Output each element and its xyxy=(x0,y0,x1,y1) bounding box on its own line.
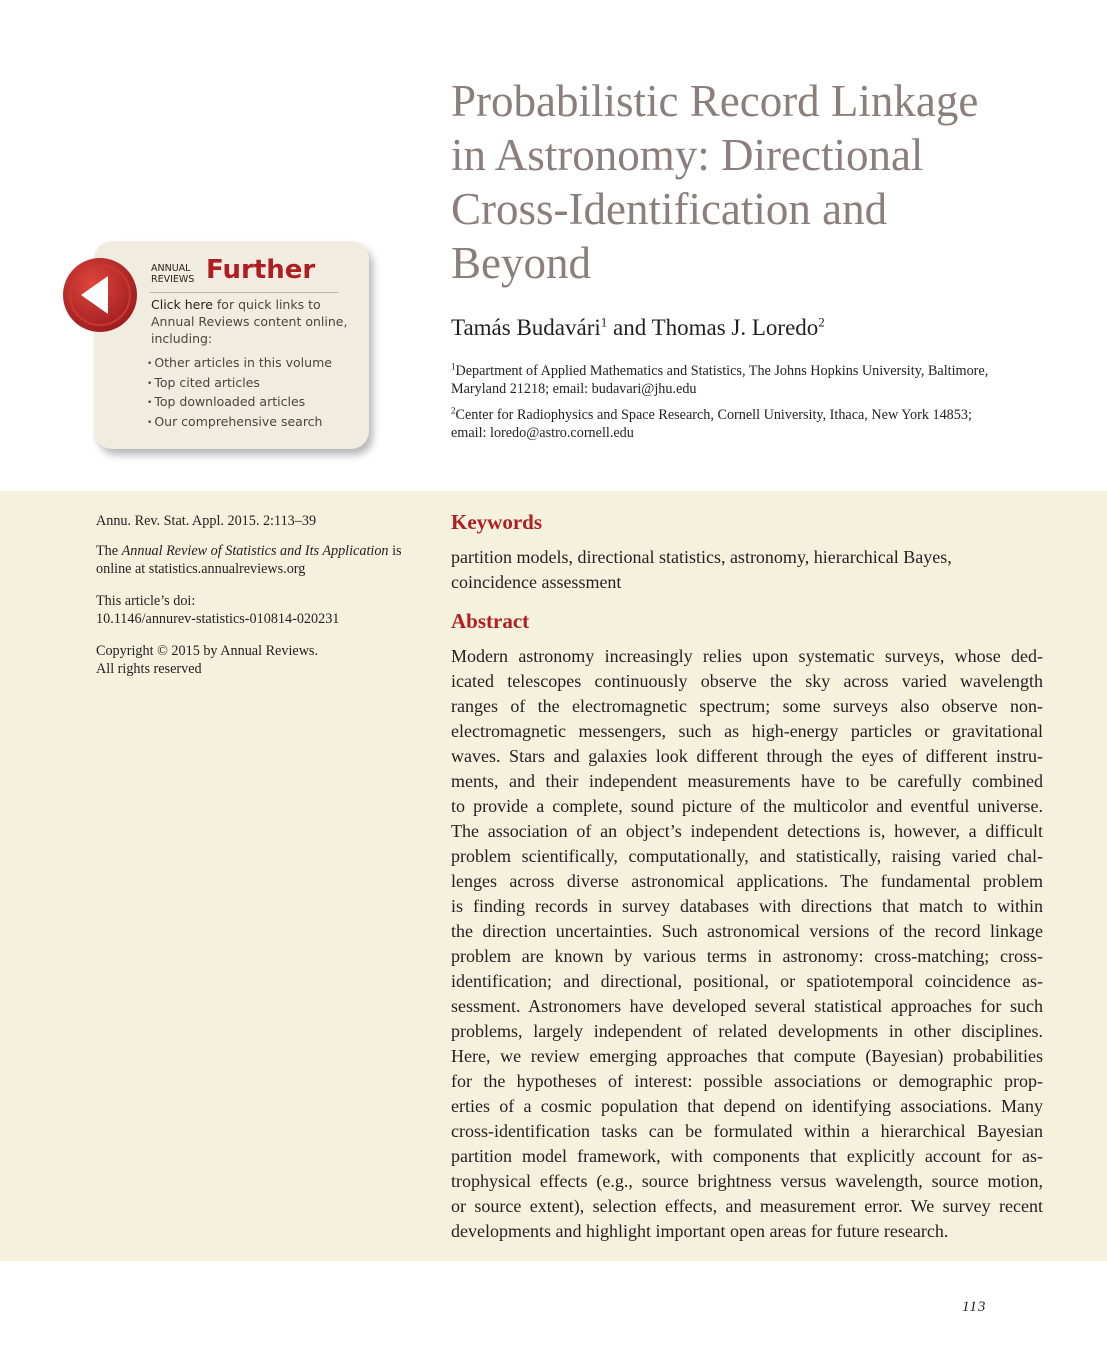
affiliation xyxy=(451,406,1051,442)
title-line: Beyond xyxy=(451,238,591,288)
doi-value: 10.1146/annurev-statistics-010814-020231 xyxy=(96,611,340,627)
abstract-line: The association of an object’s independent detections is, however, a difficult xyxy=(451,821,1043,841)
further-link-item[interactable]: • Our comprehensive search xyxy=(147,413,332,433)
further-divider xyxy=(150,292,338,293)
abstract-line: electromagnetic messengers, such as high-energy particles or gravitational xyxy=(451,721,1043,741)
journal-online-note xyxy=(96,542,416,578)
abstract-line: problem are known by various terms in astronomy: cross-matching; cross- xyxy=(451,946,1043,966)
abstract-line: sessment. Astronomers have developed several statistical approaches for such xyxy=(451,996,1043,1016)
title-line: Cross-Identification and xyxy=(451,184,888,234)
abstract-line: icated telescopes continuously observe the sky across varied wavelength xyxy=(451,671,1043,691)
journal-name: Annual Review of Statistics and Its Application xyxy=(121,543,389,559)
abstract-line: or source extent), selection effects, and measurement error. We survey recent xyxy=(451,1196,1043,1216)
abstract-line: cross-identification tasks can be formulated within a hierarchical Bayesian xyxy=(451,1121,1043,1141)
author-sup: 1 xyxy=(600,314,608,330)
further-heading: Further xyxy=(206,255,316,285)
citation: Annu. Rev. Stat. Appl. 2015. 2:113–39 xyxy=(96,513,317,529)
online-url: online at statistics.annualreviews.org xyxy=(96,561,306,577)
further-link-item[interactable]: • Other articles in this volume xyxy=(147,354,332,374)
keywords-line: partition models, directional statistics, astronomy, hierarchical Bayes, xyxy=(451,547,952,567)
affiliation-sup: 1 xyxy=(451,361,456,372)
article-title xyxy=(451,74,1051,290)
keywords-line: coincidence assessment xyxy=(451,572,622,592)
author-list xyxy=(451,315,825,341)
affiliation xyxy=(451,362,1051,398)
affiliation-line: Center for Radiophysics and Space Research, Cornell University, Ithaca, New York 14853; xyxy=(455,407,972,423)
copyright-line: All rights reserved xyxy=(96,661,202,677)
page-number: 113 xyxy=(962,1299,987,1315)
abstract-line: Modern astronomy increasingly relies upon systematic surveys, whose ded- xyxy=(451,646,1043,666)
further-link-item[interactable]: • Top cited articles xyxy=(147,374,332,394)
abstract-line: to provide a complete, sound picture of the multicolor and eventful universe. xyxy=(451,796,1043,816)
online-pre: The xyxy=(96,543,122,559)
further-link-item[interactable]: • Top downloaded articles xyxy=(147,393,332,413)
doi-block xyxy=(96,592,416,628)
affiliation-line: Maryland 21218; email: budavari@jhu.edu xyxy=(451,381,697,397)
abstract-line: is finding records in survey databases with directions that match to within xyxy=(451,896,1043,916)
abstract-line: trophysical effects (e.g., source brightness versus wavelength, source motion, xyxy=(451,1171,1043,1191)
abstract-line: the direction uncertainties. Such astronomical versions of the record linkage xyxy=(451,921,1043,941)
abstract-line: erties of a cosmic population that depend on identifying associations. Many xyxy=(451,1096,1043,1116)
abstract-line: partition model framework, with components that explicitly account for as- xyxy=(451,1146,1043,1166)
copyright xyxy=(96,642,416,678)
further-links xyxy=(147,354,332,432)
keywords-heading: Keywords xyxy=(451,510,542,534)
keywords-text xyxy=(451,545,1051,595)
title-line: in Astronomy: Directional xyxy=(451,130,924,180)
doi-label: This article’s doi: xyxy=(96,593,196,609)
abstract-line: problem scientifically, computationally, and statistically, raising varied chal- xyxy=(451,846,1043,866)
affiliation-line: email: loredo@astro.cornell.edu xyxy=(451,425,634,441)
affiliation-sup: 2 xyxy=(451,405,456,416)
abstract-line: developments and highlight important open areas for future research. xyxy=(451,1221,949,1241)
abstract-heading: Abstract xyxy=(451,609,530,633)
author-name: Thomas J. Loredo xyxy=(651,315,819,340)
abstract-line: for the hypotheses of interest: possible associations or demographic prop- xyxy=(451,1071,1043,1091)
further-intro-text: for quick links to Annual Reviews content online, including: xyxy=(151,297,348,346)
abstract-line: identification; and directional, positional, or spatiotemporal coincidence as- xyxy=(451,971,1043,991)
title-line: Probabilistic Record Linkage xyxy=(451,76,979,126)
abstract-line: lenges across diverse astronomical applications. The fundamental problem xyxy=(451,871,1043,891)
annual-reviews-brand xyxy=(151,263,194,285)
abstract-line: waves. Stars and galaxies look different through the eyes of different instru- xyxy=(451,746,1043,766)
brand-line: REVIEWS xyxy=(151,274,195,285)
copyright-line: Copyright © 2015 by Annual Reviews. xyxy=(96,643,319,659)
author-name: Tamás Budavári xyxy=(451,315,601,340)
affiliation-line: Department of Applied Mathematics and Statistics, The Johns Hopkins University, Baltimore, xyxy=(455,363,989,379)
abstract-line: Here, we review emerging approaches that compute (Bayesian) probabilities xyxy=(451,1046,1043,1066)
further-intro xyxy=(151,296,356,347)
author-sup: 2 xyxy=(818,314,825,330)
abstract-line: problems, largely independent of related developments in other disciplines. xyxy=(451,1021,1043,1041)
brand-line: ANNUAL xyxy=(151,263,191,274)
abstract-line: ments, and their independent measurements have to be carefully combined xyxy=(451,771,1043,791)
click-here-link[interactable]: Click here xyxy=(151,297,213,312)
abstract-line: ranges of the electromagnetic spectrum; some surveys also observe non- xyxy=(451,696,1043,716)
online-post: is xyxy=(388,543,402,559)
further-arrow-icon[interactable] xyxy=(61,256,139,334)
author-connector: and xyxy=(607,315,652,340)
abstract-text xyxy=(451,644,1043,1244)
